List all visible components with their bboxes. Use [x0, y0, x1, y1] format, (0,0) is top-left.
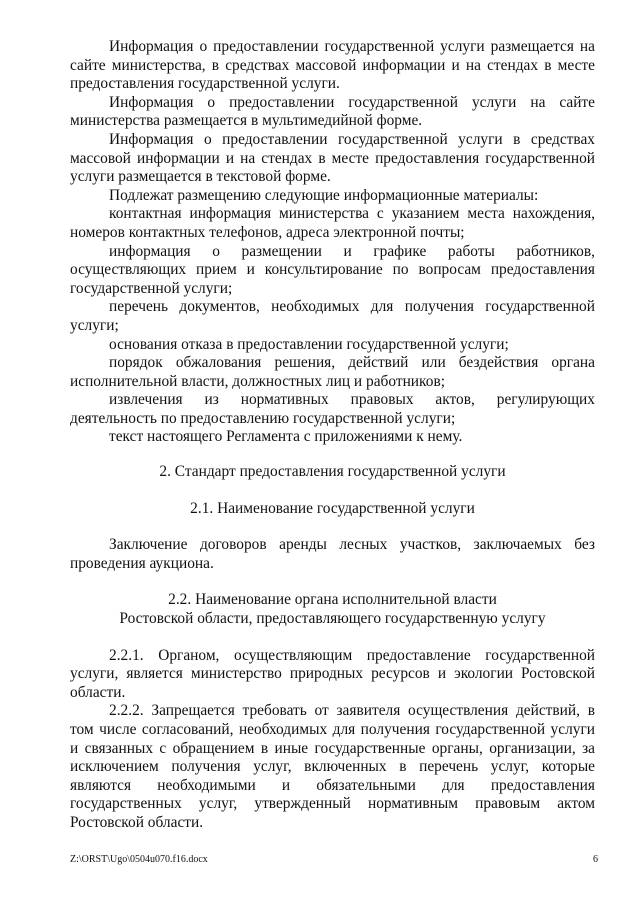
- list-item-contact-info: контактная информация министерства с указанием места нахождения, номеров контактных телефонов, адреса электронной почты;: [70, 205, 595, 241]
- section-heading-2-2-line1: 2.2. Наименование органа исполнительной власти: [168, 591, 497, 609]
- paragraph-info-multimedia: Информация о предоставлении государственной услуги на сайте министерства размещается в мультимедийной форме.: [70, 93, 595, 130]
- section-heading-2-2-line2: Ростовской области, предоставляющего государственную услугу: [119, 610, 546, 628]
- paragraph-info-placement: Информация о предоставлении государственной услуги размещается на сайте министерства, в средствах массовой информации и на стендах в месте предоставления государственной услуги.: [70, 38, 595, 93]
- list-item-regulation-text: текст настоящего Регламента с приложениями к нему.: [109, 428, 463, 446]
- list-item-work-schedule: информация о размещении и графике работы работников, осуществляющих прием и консультирование по вопросам предоставления государственной услуги;: [70, 242, 595, 297]
- footer-page-number: 6: [593, 854, 598, 865]
- section-2-2-1-text: 2.2.1. Органом, осуществляющим предоставление государственной услуги, является министерство природных ресурсов и экологии Ростовской области.: [70, 646, 595, 701]
- document-body: [70, 38, 595, 833]
- list-item-appeal-procedure: порядок обжалования решения, действий или бездействия органа исполнительной власти, должностных лиц и работников;: [70, 354, 595, 390]
- paragraph-info-text-form: Информация о предоставлении государственной услуги в средствах массовой информации и на стендах в месте предоставления государственной услуги размещается в текстовой форме.: [70, 130, 595, 186]
- section-2-1-text: Заключение договоров аренды лесных участков, заключаемых без проведения аукциона.: [70, 536, 595, 572]
- list-item-legal-extracts: извлечения из нормативных правовых актов, регулирующих деятельность по предоставлению государственной услуги;: [70, 391, 595, 427]
- footer-file-path: Z:\ORST\Ugo\0504u070.f16.docx: [70, 854, 208, 865]
- section-heading-2-1: 2.1. Наименование государственной услуги: [190, 499, 475, 517]
- list-item-refusal-grounds: основания отказа в предоставлении государственной услуги;: [109, 335, 509, 353]
- section-2-2-2-text: 2.2.2. Запрещается требовать от заявителя осуществления действий, в том числе согласований, необходимых для получения государственной услуги и связанных с обращением в иные государственные органы, организации, за исключением получения услуг, включенных в перечень услуг, которые являются необходимыми и обязательными для предоставления государственных услуг, утвержденный нормативным правовым актом Ростовской области.: [70, 702, 595, 831]
- list-item-documents: перечень документов, необходимых для получения государственной услуги;: [70, 298, 595, 334]
- paragraph-materials-intro: Подлежат размещению следующие информационные материалы:: [109, 186, 539, 204]
- section-heading-2: 2. Стандарт предоставления государственной услуги: [159, 463, 506, 481]
